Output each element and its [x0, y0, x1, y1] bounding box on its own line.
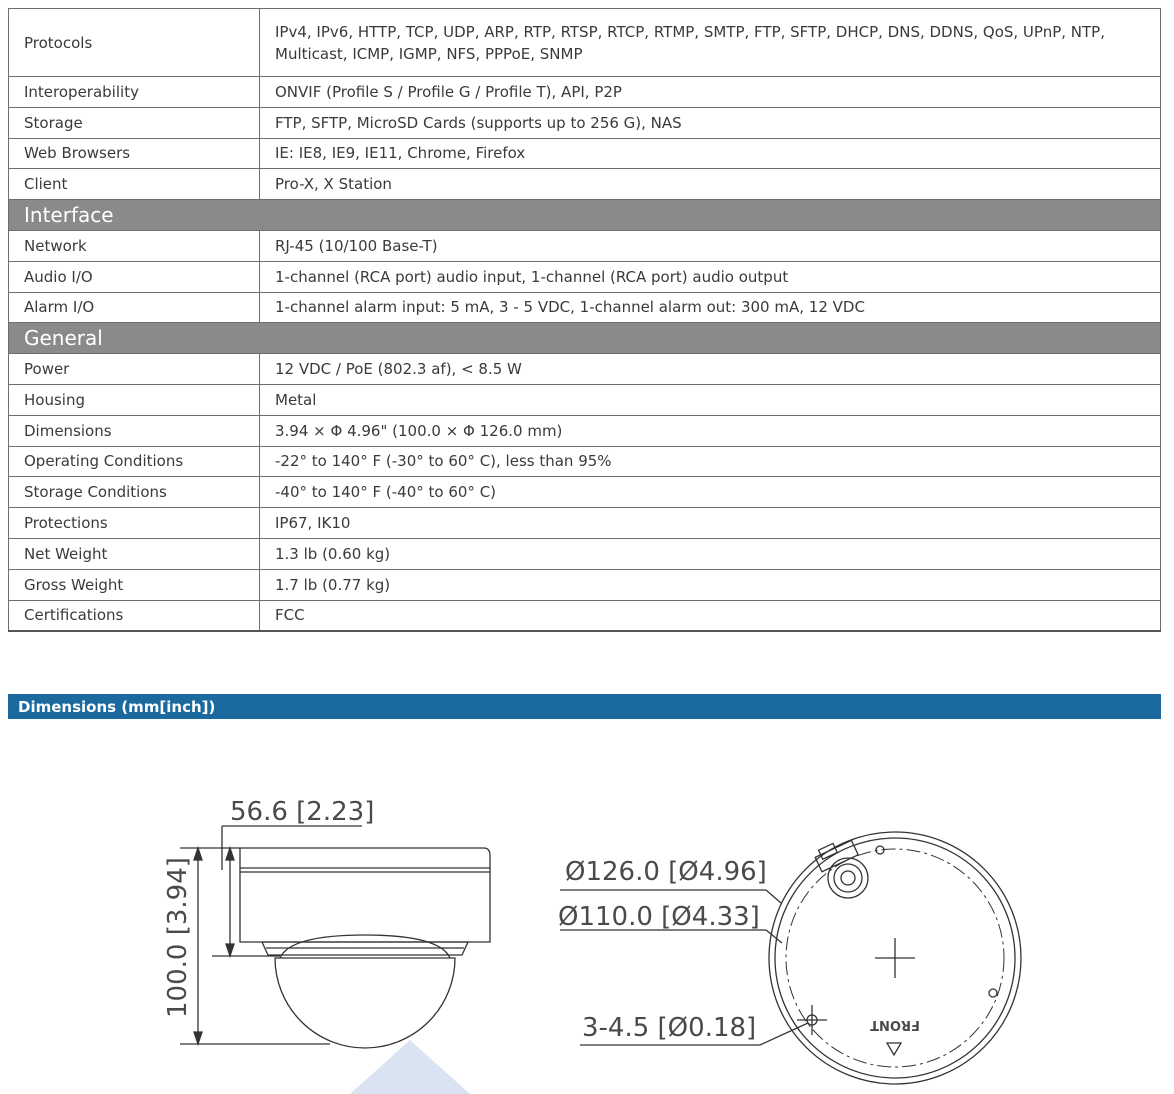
- dimension-drawing: [0, 780, 1174, 1094]
- spec-row-net-weight: [9, 538, 1161, 569]
- section-title: General: [9, 323, 260, 354]
- spec-row-alarm-io: [9, 292, 1161, 323]
- spec-label: Network: [9, 230, 260, 261]
- spec-row-protocols: [9, 9, 1161, 77]
- spec-value: IPv4, IPv6, HTTP, TCP, UDP, ARP, RTP, RTSP, RTCP, RTMP, SMTP, FTP, SFTP, DHCP, DNS, DDNS, QoS, UPnP, NTP, Multicast, ICMP, IGMP, NFS, PPPoE, SNMP: [260, 9, 1161, 77]
- spec-label: Housing: [9, 384, 260, 415]
- spec-label: Web Browsers: [9, 138, 260, 169]
- section-header-interface: [9, 200, 1161, 231]
- spec-label: Protections: [9, 508, 260, 539]
- spec-row-power: [9, 354, 1161, 385]
- spec-label: Dimensions: [9, 415, 260, 446]
- spec-label: Audio I/O: [9, 261, 260, 292]
- spec-label: Client: [9, 169, 260, 200]
- spec-row-client: [9, 169, 1161, 200]
- inner-diameter-label: Ø110.0 [Ø4.33]: [558, 902, 760, 932]
- spec-table: [8, 8, 1161, 632]
- outer-diameter-label: Ø126.0 [Ø4.96]: [565, 857, 767, 887]
- screw-holes-label: 3-4.5 [Ø0.18]: [582, 1013, 757, 1043]
- spec-value: -22° to 140° F (-30° to 60° C), less than 95%: [260, 446, 1161, 477]
- spec-value: -40° to 140° F (-40° to 60° C): [260, 477, 1161, 508]
- side-view: [180, 826, 490, 1048]
- spec-label: Gross Weight: [9, 569, 260, 600]
- spec-label: Protocols: [9, 9, 260, 77]
- side-width-label: 56.6 [2.23]: [230, 797, 375, 827]
- spec-value: 12 VDC / PoE (802.3 af), < 8.5 W: [260, 354, 1161, 385]
- spec-row-operating-conditions: [9, 446, 1161, 477]
- dimensions-heading: Dimensions (mm[inch]): [8, 694, 1161, 719]
- spec-row-web-browsers: [9, 138, 1161, 169]
- section-header-general: [9, 323, 1161, 354]
- spec-value: Metal: [260, 384, 1161, 415]
- spec-row-storage: [9, 107, 1161, 138]
- front-mark-label: FRONT: [870, 1017, 920, 1032]
- spec-value: FCC: [260, 600, 1161, 631]
- spec-label: Alarm I/O: [9, 292, 260, 323]
- spec-value: 1.7 lb (0.77 kg): [260, 569, 1161, 600]
- side-height-label: 100.0 [3.94]: [163, 857, 193, 1018]
- spec-row-protections: [9, 508, 1161, 539]
- spec-row-audio-io: [9, 261, 1161, 292]
- spec-value: 3.94 × Φ 4.96" (100.0 × Φ 126.0 mm): [260, 415, 1161, 446]
- spec-row-network: [9, 230, 1161, 261]
- spec-value: IP67, IK10: [260, 508, 1161, 539]
- spec-label: Net Weight: [9, 538, 260, 569]
- spec-label: Power: [9, 354, 260, 385]
- spec-value: 1.3 lb (0.60 kg): [260, 538, 1161, 569]
- spec-row-storage-conditions: [9, 477, 1161, 508]
- section-fill: [260, 323, 1161, 354]
- section-fill: [260, 200, 1161, 231]
- spec-value: 1-channel (RCA port) audio input, 1-channel (RCA port) audio output: [260, 261, 1161, 292]
- section-title: Interface: [9, 200, 260, 231]
- spec-row-dimensions: [9, 415, 1161, 446]
- spec-row-housing: [9, 384, 1161, 415]
- spec-row-certifications: [9, 600, 1161, 631]
- spec-value: Pro-X, X Station: [260, 169, 1161, 200]
- spec-label: Certifications: [9, 600, 260, 631]
- spec-label: Interoperability: [9, 77, 260, 108]
- spec-label: Storage Conditions: [9, 477, 260, 508]
- spec-label: Operating Conditions: [9, 446, 260, 477]
- spec-row-interoperability: [9, 77, 1161, 108]
- spec-label: Storage: [9, 107, 260, 138]
- spec-value: ONVIF (Profile S / Profile G / Profile T), API, P2P: [260, 77, 1161, 108]
- spec-value: 1-channel alarm input: 5 mA, 3 - 5 VDC, 1-channel alarm out: 300 mA, 12 VDC: [260, 292, 1161, 323]
- spec-value: FTP, SFTP, MicroSD Cards (supports up to 256 G), NAS: [260, 107, 1161, 138]
- spec-value: RJ-45 (10/100 Base-T): [260, 230, 1161, 261]
- spec-row-gross-weight: [9, 569, 1161, 600]
- spec-value: IE: IE8, IE9, IE11, Chrome, Firefox: [260, 138, 1161, 169]
